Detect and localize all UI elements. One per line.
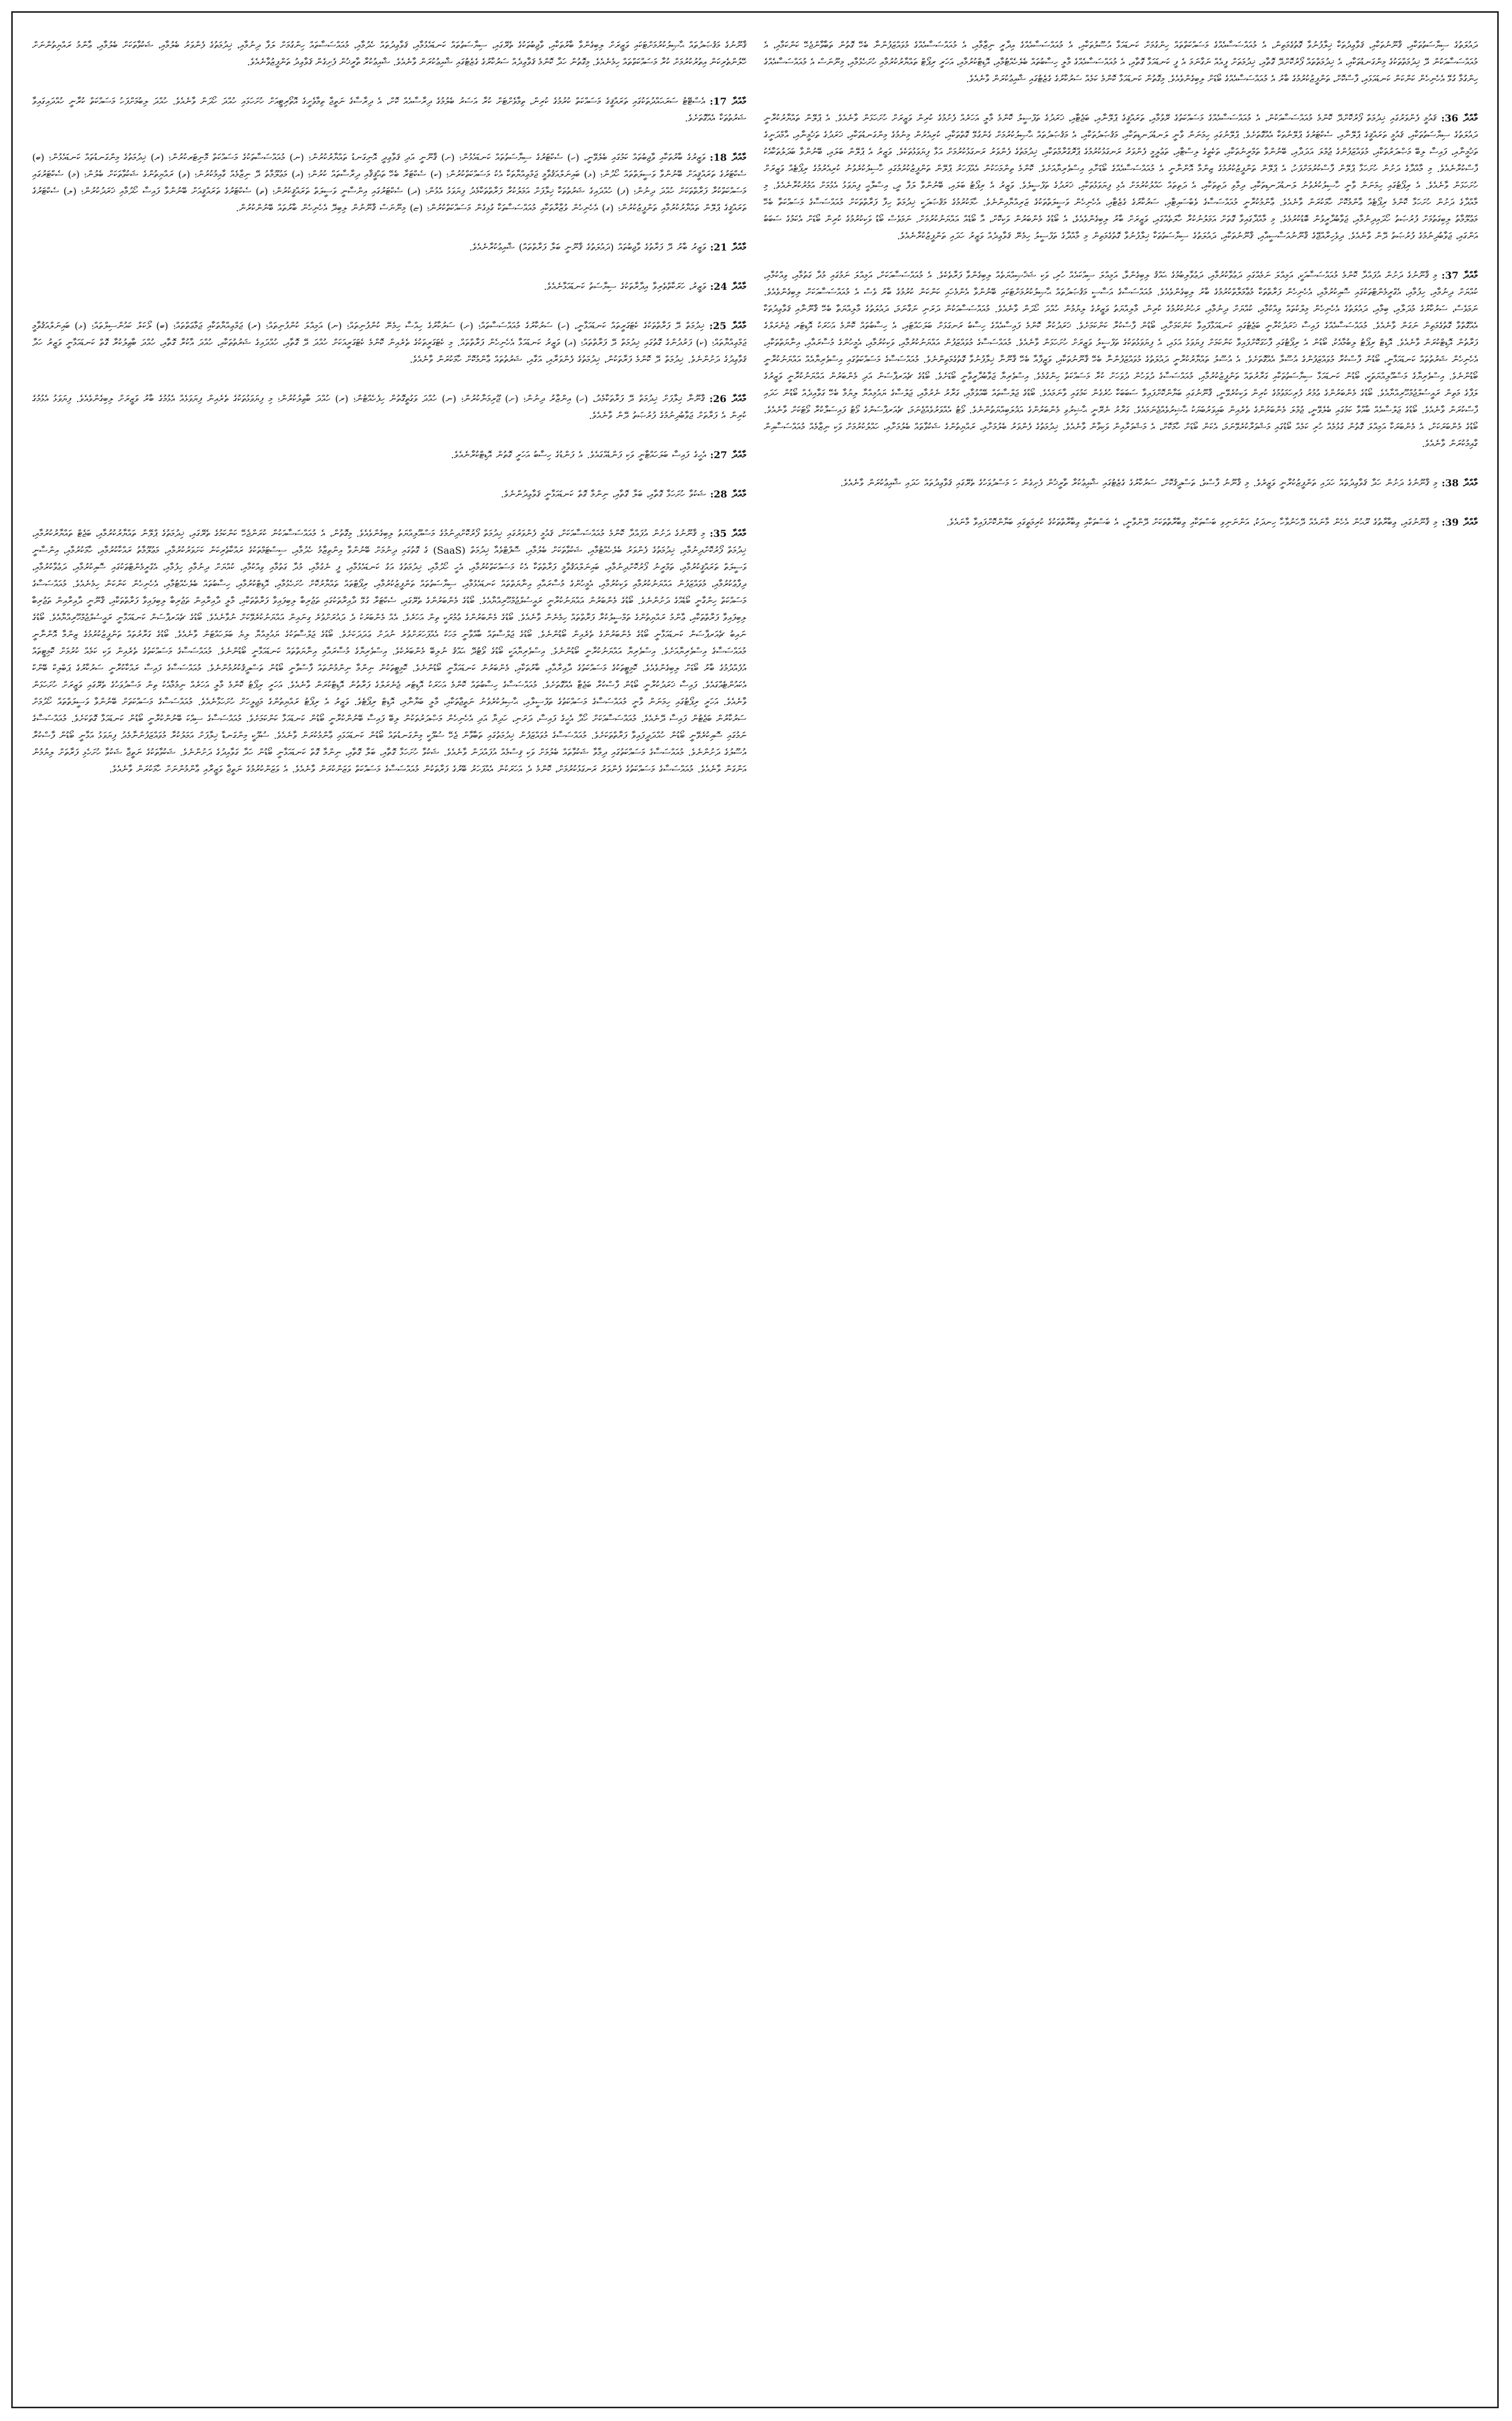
clause-number: މާއްދާ 36:	[1441, 113, 1478, 124]
clause-text: އެހީގެ ފައިސާ ބަލަހައްޓާނީ ވަކި ފަންޑެއްގައެވެ. އެ ފަންޑުގެ ހިސާބު އަހަރީ ގޮތުން އޮޑިޓްކުރާނެއެވެ.	[450, 450, 706, 461]
clause-number: މާއްދާ 24:	[710, 281, 746, 292]
clause-28	[32, 486, 746, 503]
clause-number: މާއްދާ 35:	[710, 528, 746, 539]
clause-number: މާއްދާ 37:	[1441, 270, 1478, 281]
clause-text: ވަޒީރު، ހަރަކާތްތެރިވާ އިދާރާތަކުގެ ސިޔާސަތު ކަނޑައަޅާނެއެވެ.	[543, 281, 706, 292]
clause-number: މާއްދާ 26:	[709, 393, 746, 405]
clause-text: އެސްޓޭޓު ސަރަޙައްދުތަކުގައި ތަރައްޤީގެ މަސައްކަތް ކުރުމުގެ ކުރިން، ތިމާވެށްޓަށް ކުރާ އަސަރު ބެލުމުގެ ދިރާސާއެއް ކޮށް، އެ ދިރާސާގެ ނަތީޖާ ތިމާވެށީގެ އޮތޯރިޓީއަށް ހުށަހަޅައި ހުއްދަ ހޯދަން ވާނެއެވެ. ހުއްދަ ލިބުމަށްފަހު މަސައްކަތް ކުރާނީ ހުއްދައިގައިވާ ޝަރުތުތަކާ އެއްގޮތަށެވެ.	[32, 96, 746, 124]
clause-text: މި ޤާނޫނުގައި، ޢިބާރާތުގެ ރޫޙުން އެހެން މާނައެއް ދޭހަނުވާހާ ހިނދަކު، އަންނަނިވި ބަސްތަކާއި ޢިބާރާތްތަކަށް ދޭންވާނީ، އެ ބަސްތަކާއި ޢިބާރާތްތަކުގެ ކުރިމަތީގައި ބަޔާންކޮށްފައިވާ މާނައެވެ.	[946, 517, 1438, 528]
clause-text: މި ޤާނޫނުގެ ދަށުން އުފައްދާ ކޮންމެ މުއައްސަސާއަކީ، އަމިއްލަ ނަމެއްގައި ދަޢުވާކުރުމާއި، ދަޢުވާލިބުމުގެ ޙައްޤު ލިބިގެންވާ، އަމިއްލަ ސިއްކައެއް ހުރި، ވަކި ޝަޚްޞިއްޔަތެއް ލިބިގެންވާ ފަރާތެކެވެ. އެ މުއައްސަސާއަކަށް، އަމިއްލަ ނަމުގައި މުދާ ގަތުމާއި، ވިއްކުމާއި، ކުއްޔަށް ދިނުމާއި، ހިފުމާއި، އެގްރީމެންޓްތަކުގައި ސޮއިކުރުމާއި، އެހެނިހެން ފަރާތްތަކާ މުޢާމަލާތްކުރުމުގެ ބާރު ލިބިގެންވެއެވެ. މުއައްސަސާގެ އަސާސީ މަޤުޞަދުތައް ޙާޞިލުކުރުމަށްޓަކައި ބޭނުންވާ އެންމެހައި ކަންކަން ކުރުމުގެ ބާރު ވެސް އެ މުއައްސަސާއަކަށް ލިބިގެންވެއެވެ. ނަމަވެސް، ސަރުކާރުގެ މުދަލާއި، ބިމާއި، ދައުލަތުގެ އެހެނިހެން މިލްކުތައް ވިއްކުމާއި، ކުއްޔަށް ދިނުމާއި، ރަހުނުކުރުމުގެ ކުރިން، މާލިއްޔަތު ވަޒީރުގެ ލިޔުމުން ހުއްދަ ހޯދަން ވާނެއެވެ. މުއައްސަސާއަކުން ދަރަނި ނަގާނަމަ، ދައުލަތުގެ މާލިއްޔަތާ ބެހޭ ޤާނޫނާއި ޤަވާޢިދުތަކާ އެއްގޮތްވާ ގޮތުގެމަތިން ނަގަން ވާނެއެވެ. މުއައްސަސާއެއްގެ ފައިސާ ޚަރަދުކުރާނީ ބަޖެޓުގައި ކަނޑައަޅާފައިވާ ކަންކަމަށާއި، ބޯޑުން ފާސްކުރާ ކަންކަމަށެވެ. ޚަރަދުކުރާ ކޮންމެ ފައިސާއެއްގެ ހިސާބު ރަނގަޅަށް ބަލަހައްޓައި، އެ ހިސާބުތައް ކޮންމެ އަހަރަކު އޮޑިޓަރ ޖެނެރަލްގެ ފަރާތުން އޮޑިޓްކުރަން ވާނެއެވެ. އޮޑިޓް ރިޕޯޓު ލިބުމާއެކު، ބޯޑުން އެ ރިޕޯޓުގައި ފާހަގަކޮށްފައިވާ ކަންކަމަށް ފިޔަވަޅު އަޅައި، އެ ފިޔަވަޅުތަކުގެ ތަފްސީލު ވަޒީރަށް ހުށަހަޅަން ވާނެއެވެ. މުއައްސަސާގެ މުވައްޒަފުން އައްޔަނުކުރުމާއި، ވަކިކުރުމާއި، އެމީހުންގެ މުސާރައާއި، އިނާޔަތްތަކާއި، އެހެނިހެން ޝަރުތުތައް ކަނޑައަޅާނީ، ބޯޑުން ފާސްކުރާ މުވައްޒަފުންގެ އުސޫލާ އެއްގޮތަށެވެ. އެ އުސޫލު ތައްޔާރުކުރާނީ ދައުލަތުގެ މުވައްޒަފުންނާ ބެހޭ ޤާނޫނުތަކާއި، ވަޒީފާއާ ބެހޭ ޤާނޫނާ ޚިލާފުނުވާ ގޮތުގެމަތިންނެވެ. މުއައްސަސާގެ މަސައްކަތުގައި އިސްވެރިޔާއެއް އައްޔަނުކުރާނީ ބޯޑުންނެވެ. އިސްވެރިޔާގެ މަސްއޫލިއްޔަތަކީ، ބޯޑުން ކަނޑައަޅާ ސިޔާސަތުތަކާއި ގަރާރުތައް ތަންފީޒުކުރުމާއި، މުއައްސަސާގެ ދުވަހުން ދުވަހަށް ކުރާ މަސައްކަތް ހިންގުމެވެ. އިސްވެރިޔާ ޖަވާބުދާރީވާނީ ބޯޑަށެވެ. ބޯޑުގެ ޗެއަރޕާސަން އަދި މެންބަރުން އައްޔަނުކުރާނީ ވަޒީރުގެ ލަފާގެ މަތިން ރައީސުލްޖުމްހޫރިއްޔާއެވެ. ބޯޑުގެ މެންބަރުންގެ ޢުމުރު ފުރިހަމަވުމުގެ ކުރިން ވަކިކުރެވޭނީ، ޤާނޫނުގައި ބަޔާންކޮށްފައިވާ ސަބަބަކާ ހުރެގެން ކަމުގައި ވާނަމައެވެ. ބޯޑުގެ ޖަލްސާތައް ބޭއްވުމާއި، ގަރާރު ނެރުމާއި، ޖަލްސާގެ ޔައުމިއްޔާ ލިޔުމާ ބެހޭ ގަވާއިދެއް ބޯޑުން ހަދައި ފާސްކުރަން ވާނެއެވެ. ބޯޑުގެ ޖަލްސާއެއް ބާއްވާ ކަމުގައި ބެލެވޭނީ، ޖުމްލަ މެންބަރުންގެ ތެރެއިން ބައިވަރުބަޔަކު ޙާޟިރުވެއްޖެނަމައެވެ. ގަރާރު ނެރޭނީ ޙާޟިރުވި މެންބަރުންގެ އަޣުލަބިއްޔަތުންނެވެ. ވޯޓު އެއްވަރުވެއްޖެނަމަ، ޗެއަރޕާސަންގެ ވޯޓު ފައިސަލާކުރާ ވޯޓަކަށް ވާނެއެވެ. ބޯޑުގެ މެންބަރަކަށް، އެ މެންބަރަކާ އަމިއްލަ ގޮތުން ގުޅުމެއް ހުރި ކަމެއް ބޯޑުގައި މަޝްވަރާކުރެވޭނަމަ، އެކަން ބޯޑަށް ހާމަކޮށް، އެ މަޝްވަރާއިން ވަކިވާން ވާނެއެވެ. ޚިދުމަތުގެ ފެންވަރު ބެލުމަށާއި، ރައްޔިތުންގެ ޝަކުވާތައް ބެލުމަށާއި، ހައްލުކުރުމަށް ވަކި ނިޒާމެއް މުއައްސަސާއިން ގާއިމުކުރަން ވާނެއެވެ.	[764, 270, 1478, 450]
clause-38	[764, 475, 1478, 492]
clause-18	[32, 149, 746, 217]
clause-number: މާއްދާ 27:	[710, 450, 746, 461]
clause-continuation: ދައުލަތުގެ ސިޔާސަތުތަކާއި، ޤާނޫނުތަކާއި، ޤަވާޢިދުތަކާ ޚިލާފުނުވާ ގޮތުގެމަތިން، އެ މުއައްސަސާއެއްގެ މަސައްކަތްތައް ހިންގުމަށް ކަނޑައަޅާ އުސޫލުތަކާއި، އެ މުއައްސަސާއެއްގެ އިދާރީ ނިޒާމާއި، އެ މުއައްސަސާއެއްގެ މުވައްޒަފުންނާ ބެހޭ ގޮތުން ތަބާވާންޖެހޭ ކަންކަމާއި، އެ މުއައްސަސާއަކުން ދޭ ޚިދުމަތްތަކުގެ މިންގަނޑުތަކާއި، އެ ޚިދުމަތްތައް ފޯރުކޮށްދޭ ގޮތާއި، ޚިދުމަތަށް ފީއެއް ނަގާނަމަ އެ ފީ ކަނޑައަޅާ ގޮތާއި، އެ މުއައްސަސާއެއްގެ މާލީ ހިސާބުތައް ބެލެހެއްޓުމާއި، އޮޑިޓްކުރުމާއި، އަހަރީ ރިޕޯޓް ތައްޔާރުކުރުމާއި ހުށަހެޅުމާއި، މިނޫނަސް އެ މުއައްސަސާއެއްގެ ހިންގުމާ ގުޅޭ އެހެނިހެން ކަންކަން ކަނޑައަޅައި، ފާސްކޮށް، ތަންފީޒުކުރުމުގެ ބާރު އެ މުއައްސަސާއެއްގެ ބޯޑަށް ލިބިގެންވެއެވެ. މިގޮތުން ކަނޑައަޅާ ކޮންމެ ކަމެއް ސަރުކާރުގެ ގެޒެޓުގައި ޝާއިޢުކުރަން ވާނެއެވެ.	[764, 40, 1478, 85]
clause-25	[32, 318, 746, 368]
clause-number: މާއްދާ 25:	[709, 320, 746, 332]
clause-text: ޝަކުވާ ހުށަހަޅާ ގޮތާއި، ބަލާ ގޮތާއި، ނިންމާ ގޮތް ކަނޑައަޅާނީ ޤަވާޢިދުންނެވެ.	[500, 489, 706, 500]
clause-35	[32, 526, 746, 778]
clause-36	[764, 110, 1478, 245]
clause-number: މާއްދާ 38:	[1442, 478, 1478, 489]
clause-text: ވަޒީރު ބާރު ދޭ ފަރާތުގެ ވާޖިބުތައް (ދައުލަތުގެ ޤާނޫނީ ބަލާ ފަރާތްތައް) ޝާއިޢުކުރާނެއެވެ.	[469, 242, 706, 253]
clause-17	[32, 93, 746, 127]
clause-number: މާއްދާ 18:	[710, 152, 746, 163]
clause-text: ޤާނޫނާ ޚިލާފަށް ޚިދުމަތް ދޭ ފަރާތަކާމެދު، (ހ) އިންޒާރު ދިނުން؛ (ށ) ޖޫރިމަނާކުރުން؛ (ނ) ހުއްދަ ވަގުތީގޮތުން ހިފެހެއްޓުން؛ (ރ) ހުއްދަ ބާޠިލުކުރުން؛ މި ފިޔަވަޅުތަކުގެ ތެރެއިން ފިޔަވަޅެއް އެޅުމުގެ ބާރު ވަޒީރަށް ލިބިގެންވެއެވެ. ފިޔަވަޅު އެޅުމުގެ ކުރިން އެ ފަރާތަށް ޖަވާބުދިނުމުގެ ފުރުޞަތު ދޭން ވާނެއެވެ.	[32, 393, 746, 421]
clause-text: ވަޒީރުގެ ބާރުތަކާއި ވާޖިބުތައް ކަމުގައި ބެލެވޭނީ، (ހ) ސެކްޓަރުގެ ސިޔާސަތުތައް ކަނޑައެޅުން؛ (ށ) ޤާނޫނީ އަދި ޤަވާޢިދީ އޮނިގަނޑު ތައްޔާރުކުރުން؛ (ނ) މުއައްސަސާތަކުގެ މަސައްކަތް މޮނިޓަރކުރުން؛ (ރ) ޚިދުމަތުގެ މިންގަނޑުތައް ކަނޑައެޅުން؛ (ބ) ސެކްޓަރުގެ ތަރައްޤީއަށް ބޭނުންވާ ވަސީލަތްތައް ހޯދުން؛ (ޅ) ބައިނަލްއަޤުވާމީ ޖަމްޢިއްޔާތަކާ އެކު މަސައްކަތްކުރުން؛ (ކ) ސެކްޓަރާ ބެހޭ ތަޙްޤީޤާއި ދިރާސާތައް ކުރުން؛ (އ) މަޢުލޫމާތު ދޭ ނިޒާމެއް ގާއިމުކުރުން؛ (ވ) ރައްޔިތުންގެ ޝަކުވާތަކަށް ބެލުން؛ (މ) ސެކްޓަރުގައި މަސައްކަތްކުރާ ފަރާތްތަކަށް ހުއްދަ ދިނުން؛ (ފ) ހުއްދައިގެ ޝަރުތުތަކާ ޚިލާފަށް އަމަލުކުރާ ފަރާތްތަކާމެދު ފިޔަވަޅު އެޅުން؛ (ދ) ސެކްޓަރުގައި އިންސާނީ ވަސީލަތް ތަރައްޤީކުރުން؛ (ތ) ސެކްޓަރުގެ ތަރައްޤީއަށް ބޭނުންވާ ފައިސާ ހޯދުމާއި ޚަރަދުކުރުން؛ (ލ) ސެކްޓަރުގެ ތަރައްޤީގެ ޕްލޭން ތައްޔާރުކުރުމާއި ތަންފީޒުކުރުން؛ (ގ) އެހެނިހެން ވުޒާރާތަކާއި މުއައްސަސާތަކާ ގުޅިގެން މަސައްކަތްކުރުން؛ (ޏ) މިނޫނަސް ޤާނޫނުން ލިބިދޭ އެހެނިހެން ބާރުތައް ބޭނުންކުރުން.	[32, 152, 746, 214]
clause-text: މި ޤާނޫނުގެ ދަށުން އުފައްދާ ކޮންމެ މުއައްސަސާއަކަށް، ޤައުމީ ފެންވަރުގައި ޚިދުމަތް ފޯރުކޮށްދިނުމުގެ މަސްއޫލިއްޔަތު ލިބިގެންވެއެވެ. މިގޮތުން، އެ މުއައްސަސާއަކުން ކުރަންޖެހޭ ކަންކަމުގެ ތެރޭގައި، ޚިދުމަތުގެ ޕްލޭން ތައްޔާރުކުރުމާއި، ބަޖެޓް ތައްޔާރުކުރުމާއި، ޚިދުމަތް ފޯރުކޮށްދިނުމާއި، ޚިދުމަތުގެ ފެންވަރު ބެލެހެއްޓުމާއި، ޝަކުވާތަކަށް ބެލުމާއި، ސޮފްޓްވެއާ ޚިދުމަތް (SaaS) ގެ ގޮތުގައި ދިނުމަށް ބޭނުންވާ އިންތިޒާމު ހެދުމާއި، ސިސްޓަމްތަކުގެ ރައްކާތެރިކަން ކަށަވަރުކުރުމާއި، މަޢުލޫމާތު ރައްކާކުރުމާއި، ހާމަކުރުމާއި، އިންސާނީ ވަސީލަތް ތަރައްޤީކުރުމާއި، ތަމްރީނު ފޯރުކޮށްދިނުމާއި، ބައިނަލްއަޤުވާމީ ފަރާތްތަކާ އެކު މަސައްކަތްކުރުމާއި، އެހީ ހޯދުމާއި، ޚިދުމަތުގެ އަގު ކަނޑައެޅުމާއި، ފީ ނެގުމާއި، މުދާ ގަތުމާއި ވިއްކުމާއި، ކުއްޔަށް ދިނުމާއި ހިފުމާއި، އެގްރީމެންޓްތަކުގައި ސޮއިކުރުމާއި، ދަޢުވާކުރުމާއި، ދިފާޢުކުރުމާއި، މުވައްޒަފުން އައްޔަނުކުރުމާއި ވަކިކުރުމާއި، އެމީހުންގެ މުސާރައާއި އިނާޔަތްތައް ކަނޑައެޅުމާއި، ސިޔާސަތުތައް ތަންފީޒުކުރުމާއި، ރިޕޯޓްތައް ތައްޔާރުކޮށް ހުށަހެޅުމާއި، އޮޑިޓްކުރުމާއި، ހިސާބުތައް ބެލެހެއްޓުމާއި، އެހެނިހެން ކަންކަން ހިމެނެއެވެ. މުއައްސަސާގެ މަސައްކަތް ހިންގާނީ ބޯޑެއްގެ ދަށުންނެވެ. ބޯޑުގެ މެންބަރުން އައްޔަނުކުރާނީ ރައީސުލްޖުމްހޫރިއްޔާއެވެ. ބޯޑުގެ މެންބަރުންގެ ތެރޭގައި، ސެކްޓަރާ ގުޅޭ ދާއިރާތަކުގައި ތަޖުރިބާ ލިބިފައިވާ ފަރާތްތަކާއި، މާލީ ދާއިރާއިން ތަޖުރިބާ ލިބިފައިވާ ފަރާތްތަކާއި، ޤާނޫނީ ދާއިރާއިން ތަޖުރިބާ ލިބިފައިވާ ފަރާތްތަކާއި، ޢާންމު ރައްޔިތުންގެ ތަމްސީލުކުރާ ފަރާތްތައް ހިމެނެން ވާނެއެވެ. ބޯޑުގެ މެންބަރުންގެ ޢުމުރަކީ ތިން އަހަރެވެ. އެއް މެންބަރަކު ދެ ދައުރަށްވުރެ ގިނައިން އައްޔަނުކުރެވޭކަށް ނުވާނެއެވެ. ބޯޑުގެ ޗެއަރޕާސަން ކަނޑައަޅާނީ ރައީސުލްޖުމްހޫރިއްޔާއެވެ. ބޯޑުގެ ނައިބު ޗެއަރޕާސަން ކަނޑައަޅާނީ ބޯޑުގެ މެންބަރުންގެ ތެރެއިން ބޯޑުންނެވެ. ބޯޑުގެ ޖަލްސާތައް ބާއްވާނީ މަހަކު އެއްފަހަރަށްވުރެ ނުދަށް ޢަދަދަކަށެވެ. ބޯޑުގެ ޖަލްސާތަކުގެ ޔައުމިއްޔާ ލިޔެ ބަލަހައްޓަން ވާނެއެވެ. ބޯޑުގެ ގަރާރުތައް ތަންފީޒުކުރުމުގެ ޒިންމާ އޮންނާނީ މުއައްސަސާގެ އިސްވެރިޔާއަށެވެ. އިސްވެރިޔާ އައްޔަނުކުރާނީ ބޯޑުންނެވެ. އިސްވެރިޔާއަކީ ބޯޑުގެ ވޯޓުދޭ ޙައްޤު ނުލިބޭ މެންބަރެކެވެ. އިސްވެރިޔާގެ މުސާރައާއި އިނާޔަތްތައް ކަނޑައަޅާނީ ބޯޑުންނެވެ. މުއައްސަސާގެ މަސައްކަތުގެ ތެރެއިން ވަކި ކަމެއް ކުރުމަށް ކޮމިޓީތައް އުފެއްދުމުގެ ބާރު ބޯޑަށް ލިބިގެންވެއެވެ. ކޮމިޓީތަކުގެ މަސައްކަތުގެ ދާއިރާއާއި، ބާރުތަކާއި، މެންބަރުން ކަނޑައަޅާނީ ބޯޑުންނެވެ. ކޮމިޓީތަކުން ނިންމާ ނިންމުންތައް ފާސްވާނީ ބޯޑުން ތަސްދީޤުކުރުމުންނެވެ. މުއައްސަސާގެ ފައިސާ ރައްކާކުރާނީ ސަރުކާރުގެ ޕަބްލިކް ބޭންކް އެކައުންޓެއްގައެވެ. ފައިސާ ޚަރަދުކުރާނީ ބޯޑުން ފާސްކުރާ ބަޖެޓާ އެއްގޮތަށެވެ. މުއައްސަސާގެ ހިސާބުތައް ކޮންމެ އަހަރަކު އޮޑިޓަރ ޖެނެރަލްގެ ފަރާތުން އޮޑިޓްކުރަން ވާނެއެވެ. އަހަރީ ރިޕޯޓު ކޮންމެ މާލީ އަހަރެއް ނިމުމާއެކު ތިން މަސްދުވަހުގެ ތެރޭގައި ވަޒީރަށް ހުށަހަޅަން ވާނެއެވެ. އަހަރީ ރިޕޯޓުގައި ހިމަނަން ވާނީ މުއައްސަސާގެ މަސައްކަތުގެ ތަފްސީލާއި، ޙާޞިލުކުރެވުނު ނަތީޖާތަކާއި، މާލީ ބަޔާނާއި، އޮޑިޓް ރިޕޯޓެވެ. ވަޒީރު އެ ރިޕޯޓު ރައްޔިތުންގެ މަޖިލީހަށް ހުށަހަޅާނެއެވެ. މުއައްސަސާގެ މަސައްކަތަށް ބޭނުންވާ ވަސީލަތްތައް ހޯދުމަށް ސަރުކާރުން ބަޖެޓުން ފައިސާ ދޭނެއެވެ. މުއައްސަސާއަކަށް ހޯދާ އެހީގެ ފައިސާ، ދަރަނި، ހަދިޔާ އަދި އެހެނިހެން މަޞްދަރުތަކުން ލިބޭ ފައިސާ ބޭނުންކުރާނީ ބޯޑުން ކަނޑައަޅާ ކަންކަމަށެވެ. މުއައްސަސާގެ ސިއްކަ ބޭނުންކުރާނީ ބޯޑުން ކަނޑައަޅާ ގޮތަކަށެވެ. މުއައްސަސާގެ ނަމުގައި ސޮއިކުރެވޭނީ ބޯޑުން ހުއްދަދީފައިވާ ފަރާތްތަކަށެވެ. މުއައްސަސާގެ މުވައްޒަފުން ޚިދުމަތުގައި ތަބާވާން ޖެހޭ ސުލޫކީ މިންގަނޑުތައް ބޯޑުން ކަނޑައަޅައި ޢާންމުކުރަން ވާނެއެވެ. ސުލޫކީ މިންގަނޑާ ޚިލާފަށް އަމަލުކުރާ މުވައްޒަފުންނާމެދު ފިޔަވަޅު އަޅާނީ ބޯޑުން ފާސްކުރާ އުސޫލުގެ ދަށުންނެވެ. މުއައްސަސާގެ މަސައްކަތުގައި ދިމާވާ ޝަކުވާތައް ބެލުމަށް ވަކި ޤިސްމެއް އުފައްދަން ވާނެއެވެ. ޝަކުވާ ހުށަހަޅާ ގޮތާއި، ބަލާ ގޮތާއި، ނިންމާ ގޮތް ކަނޑައަޅާނީ ބޯޑުން ހަދާ ގަވާއިދުގެ ދަށުންނެވެ. ޝަކުވާތަކުގެ ނަތީޖާ ޝަކުވާ ހުށަހެޅި ފަރާތަށް ލިޔުމުން އަންގަން ވާނެއެވެ. މުއައްސަސާގެ މަސައްކަތުގެ ފެންވަރު ރަނގަޅުކުރުމަށް، ކޮންމެ ދެ އަހަރަކުން އެއްފަހަރު ބޭރުގެ ފަރާތަކުން މުއައްސަސާގެ މަސައްކަތް ވަޒަންކުރަން ވާނެއެވެ. އެ ވަޒަންކުރުމުގެ ނަތީޖާ ވަޒީރާއި ޢާންމުންނަށް ހާމަކުރަން ވާނެއެވެ.	[32, 528, 746, 775]
clause-text: ޚިދުމަތް ދޭ ފަރާތްތަކުގެ ކެޓަގަރީތައް ކަނޑައަޅާނީ، (ހ) ސަރުކާރުގެ މުއައްސަސާތައް؛ (ށ) ސަރުކާރުގެ ހިއްސާ ހިމެނޭ ކުންފުނިތައް؛ (ނ) އަމިއްލަ ކުންފުނިތައް؛ (ރ) ޖަމްޢިއްޔާތަކާއި ޖަމާޢަތްތައް؛ (ބ) ލޯކަލް ކައުންސިލްތައް؛ (ޅ) ބައިނަލްއަޤުވާމީ ޖަމްޢިއްޔާތައް؛ (ކ) ފަރުދުންގެ ގޮތުގައި ޚިދުމަތް ދޭ ފަރާތްތައް؛ (އ) ވަޒީރު ކަނޑައަޅާ އެހެނިހެން ފަރާތްތައް. މި ކެޓަގަރީތަކުގެ ތެރެއިން ކޮންމެ ކެޓަގަރީއަކަށް ހުއްދަ ދޭ ގޮތާއި، ހުއްދައިގެ ޝަރުތުތަކާއި، ހުއްދަ އާކުރާ ގޮތާއި، ހުއްދަ ބާޠިލުކުރާ ގޮތް ކަނޑައަޅާނީ ވަޒީރު ހަދާ ޤަވާޢިދުގެ ދަށުންނެވެ. ޚިދުމަތް ދޭ ކޮންމެ ފަރާތަކުން، ޚިދުމަތުގެ ފެންވަރާއި، އަގާއި، ޝަރުތުތައް ޢާންމުކޮށް ހާމަކުރަން ވާނެއެވެ.	[32, 320, 746, 365]
clause-number: މާއްދާ 39:	[1442, 517, 1478, 528]
clause-text: ޤައުމީ ފެންވަރުގައި ޚިދުމަތް ފޯރުކޮށްދޭ ކޮންމެ މުއައްސަސާއަކުން، އެ މުއައްސަސާއެއްގެ މަސައްކަތުގެ ރޭވުމާއި، ތަރައްޤީގެ ޕްލޭނާއި، ބަޖެޓާއި، ޚަރަދުގެ ތަފްސީލު ކޮންމެ މާލީ އަހަރެއް ފެށުމުގެ ކުރިން ވަޒީރަށް ހުށަހަޅަން ވާނެއެވެ. އެ ޕްލޭން ތައްޔާރުކުރާނީ ދައުލަތުގެ ސިޔާސަތުތަކާއި، ޤައުމީ ތަރައްޤީގެ ޕްލޭނާއި، ސެކްޓަރުގެ ޕްލޭނުތަކާ އެއްގޮތަށެވެ. ޕްލޭނުގައި ހިމަނަން ވާނީ ލަނޑުދަނޑިތަކާއި، މަޤުޞަދުތަކާއި، އެ މަޤުޞަދުތައް ޙާޞިލުކުރުމަށް ގެންގުޅޭ ގޮތްތަކާއި، ކުރިއެރުން މިނުމުގެ މިންގަނޑުތަކާއި، ޚަރަދުގެ ތަޚުމީނާއި، އާމްދަނީގެ ތަޚުމީނާއި، ފައިސާ ލިބޭ މަޞްދަރުތަކާއި، މުވައްޒަފުންގެ ޖުމްލަ އަދަދާއި، ބޭނުންވާ ތަމްރީނުތަކާއި، ތަކެތީގެ ލިސްޓާއި، ތަޢުލީމީ ފެންވަރު ރަނގަޅުކުރުމުގެ ޕްރޮގްރާމްތަކާއި، ޚިދުމަތުގެ ފެންވަރު ރަނގަޅުކުރުމަށް އަޅާ ފިޔަވަޅުތަކެވެ. ވަޒީރު އެ ޕްލޭން ބަލައި، ބޭނުންވާ ބަދަލުތަކާއެކު ފާސްކުރާނެއެވެ. މި މާއްދާގެ ދަށުން ހުށަހަޅާ ޕްލޭން ފާސްކުރުމަށްފަހު، އެ ޕްލޭން ތަންފީޒުކުރުމުގެ ޒިންމާ އޮންނާނީ އެ މުއައްސަސާއެއްގެ ބޯޑަށާއި އިސްވެރިޔާއަށެވެ. ކޮންމެ ތިންމަހަކުން އެއްފަހަރު ޕްލޭން ތަންފީޒުކުރުމުގައި ހާސިލުކުރެވުނު ކުރިއެރުމުގެ ރިޕޯޓެއް ވަޒީރަށް ހުށަހަޅަން ވާނެއެވެ. އެ ރިޕޯޓުގައި ހިމަނަން ވާނީ ހާސިލުކުރެވުނު ލަނޑުދަނޑިތަކާއި، ދިމާވި ދަތިތަކާއި، އެ ދަތިތައް ހައްލުކުރުމަށް އެޅި ފިޔަވަޅުތަކާއި، ޚަރަދުގެ ތަފްސީލެވެ. ވަޒީރު އެ ރިޕޯޓު ބަލައި، ބޭނުންވާ ލަފާ ދީ، އިސްލާޙީ ފިޔަވަޅު އެޅުމަށް އަމުރުކުރާނެއެވެ. މި މާއްދާގެ ދަށުން ހުށަހަޅާ ކޮންމެ ރިޕޯޓެއް ޢާންމުކޮށް ހާމަކުރަން ވާނެއެވެ. ޢާންމުކުރާނީ މުއައްސަސާގެ ވެބްސައިޓާއި، ސަރުކާރުގެ ގެޒެޓާއި، އެހެނިހެން ވަސީލަތްތަކުގެ ޒަރިއްޔާއިންނެވެ. ހާމަކުރުމުގެ މަޤްޞަދަކީ ޚިދުމަތް ހިފާ ފަރާތްތަކަށް މުއައްސަސާގެ މަސައްކަތާ ބެހޭ މަޢުލޫމާތު ލިބިގަތުމަށް ފުރުޞަތު ހޯދައިދިނުމާއި، ޖަވާބުދާރީވުން ބޮޑުކުރުމެވެ. މި މާއްދާގައިވާ ގޮތަށް އަމަލުނުކުރާ ހާލަތެއްގައި، ވަޒީރަށް ބާރު ލިބިގެންވެއެވެ، އެ ބޯޑުގެ މެންބަރުން ވަކިކޮށް، އާ ބޯޑެއް އައްޔަނުކުރުމަށް. ނަމަވެސް ބޯޑު ވަކިކުރުމުގެ ކުރިން ބޯޑަށް އެކަމުގެ ސަބަބު އަންގައި، ޖަވާބުދިނުމުގެ ފުރުޞަތު ދޭން ވާނެއެވެ. ދިވެހިރާއްޖޭގެ ޤާނޫނުއަސާސީއާއި، ޤާނޫނުތަކާއި، ދައުލަތުގެ ސިޔާސަތުތަކާ ޚިލާފުނުވާ ގޮތުގެމަތިން މި މާއްދާގެ ތަފްސީލު ހިމެނޭ ޤަވާޢިދެއް ވަޒީރު ހަދައި ތަންފީޒުކުރާނެއެވެ.	[764, 113, 1478, 242]
clause-number: މާއްދާ 28:	[710, 489, 746, 500]
column-right	[764, 37, 1478, 2386]
clause-text: މި ޤާނޫނުގެ ދަށުން ހަދާ ޤަވާޢިދުތައް ހަދައި ތަންފީޒުކުރާނީ ވަޒީރެވެ. މި ޤާނޫނު ފާސްވެ، ތަސްދީޤުކޮށް، ސަރުކާރުގެ ގެޒެޓުގައި ޝާއިޢުކުރާ ތާރީޚުން ފެށިގެން ހަ މަސްދުވަހުގެ ތެރޭގައި ޤަވާޢިދުތައް ހަދައި ޝާއިޢުކުރަން ވާނެއެވެ.	[840, 478, 1438, 489]
clause-continuation: ޤާނޫނުގެ މަޤުޞަދުތައް ޙާޞިލުކުރުމަށްޓަކައި ވަޒީރަށް ލިބިގެންވާ ބާރުތަކާއި، ވާޖިބުތަކުގެ ތެރޭގައި، ސިޔާސަތުތައް ކަނޑައެޅުމާއި، ޤަވާޢިދުތައް ހެދުމާއި، މުއައްސަސާތައް ހިންގުމަށް ލަފާ ދިނުމާއި، ޚިދުމަތުގެ ފެންވަރު ބެލުމާއި، ޝަކުވާތަކަށް ބެލުމާއި، ޢާންމު ރައްޔިތުންނަށް ހޭލުންތެރިކަން އިތުރުކުރުމަށް ކުރާ މަސައްކަތްތައް ހިމެނެއެވެ. މިގޮތުން ހަދާ ކޮންމެ ޤަވާޢިދެއް ސަރުކާރުގެ ގެޒެޓުގައި ޝާއިޢުކުރަން ވާނެއެވެ. ޝާއިޢުކުރާ ތާރީޚުން ފެށިގެން ޤަވާޢިދު ތަންފީޒުވާނެއެވެ.	[32, 40, 746, 68]
clause-21	[32, 239, 746, 256]
clause-number: މާއްދާ 21:	[710, 242, 746, 253]
page-frame	[11, 11, 1499, 2408]
clause-27	[32, 447, 746, 464]
clause-24	[32, 279, 746, 295]
clause-37	[764, 267, 1478, 453]
clause-26	[32, 391, 746, 425]
column-left	[32, 37, 746, 2386]
clause-39	[764, 514, 1478, 531]
clause-number: މާއްދާ 17:	[710, 96, 746, 107]
